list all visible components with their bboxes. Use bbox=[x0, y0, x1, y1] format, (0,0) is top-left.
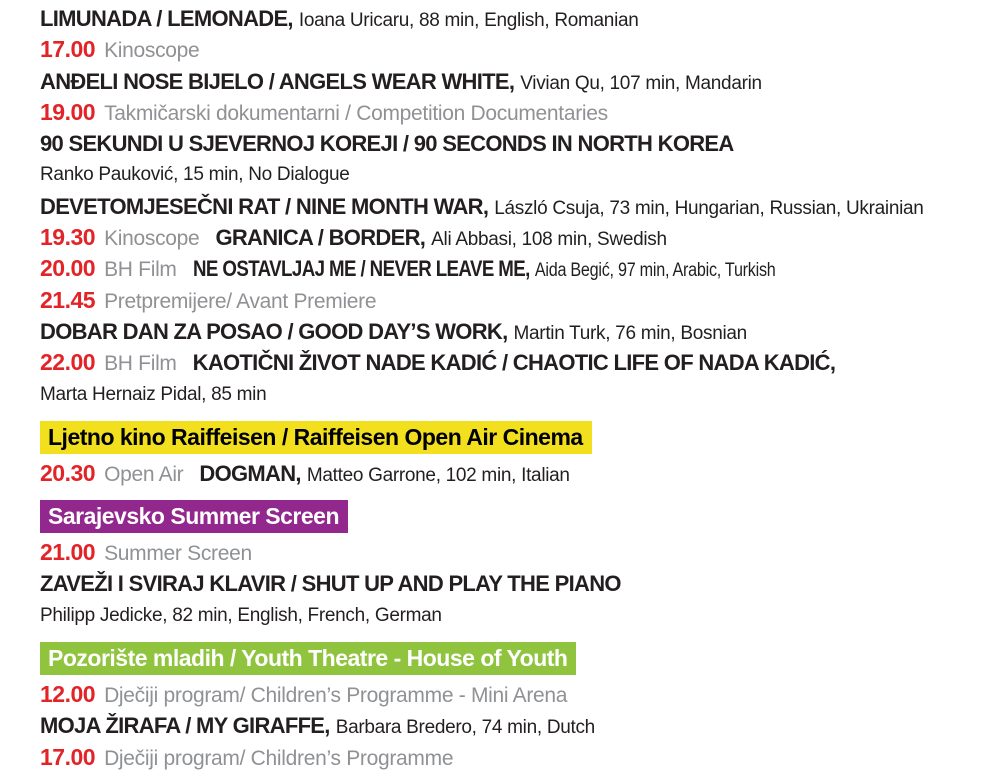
schedule-row bbox=[40, 253, 1000, 284]
venue-header-row bbox=[40, 500, 1000, 533]
film-title: DEVETOMJESEČNI RAT / NINE MONTH WAR, bbox=[40, 193, 489, 219]
schedule-row bbox=[40, 458, 1000, 489]
schedule-row bbox=[40, 742, 1000, 773]
film-title: LIMUNADA / LEMONADE, bbox=[40, 6, 293, 31]
film-entry bbox=[193, 253, 776, 287]
screening-time: 22.00 bbox=[40, 349, 96, 376]
schedule-row bbox=[40, 679, 1000, 710]
screening-time: 17.00 bbox=[40, 743, 96, 770]
screening-time: 12.00 bbox=[40, 681, 96, 708]
film-entry bbox=[215, 222, 666, 256]
programme-label: Open Air bbox=[104, 462, 184, 486]
schedule-row bbox=[40, 191, 1000, 222]
programme-label: BH Film bbox=[104, 352, 177, 376]
film-title: ANĐELI NOSE BIJELO / ANGELS WEAR WHITE, bbox=[40, 68, 515, 94]
schedule-row bbox=[40, 710, 1000, 741]
screening-time: 17.00 bbox=[40, 36, 96, 63]
venue-header: Ljetno kino Raiffeisen / Raiffeisen Open Air Cinema bbox=[40, 421, 592, 454]
film-title: KAOTIČNI ŽIVOT NADE KADIĆ / CHAOTIC LIFE OF NADA KADIĆ, bbox=[192, 350, 836, 376]
venue-header: Sarajevsko Summer Screen bbox=[40, 500, 348, 533]
schedule-row bbox=[40, 222, 1000, 253]
film-details: Philipp Jedicke, 82 min, English, French, German bbox=[40, 604, 442, 626]
schedule-row bbox=[40, 379, 1000, 410]
film-details: Ranko Pauković, 15 min, No Dialogue bbox=[40, 164, 350, 186]
screening-time: 20.00 bbox=[40, 255, 96, 282]
programme-label: BH Film bbox=[104, 258, 177, 282]
schedule-row bbox=[40, 3, 1000, 34]
schedule-row bbox=[40, 347, 1000, 378]
schedule-row bbox=[40, 537, 1000, 568]
film-details: Martin Turk, 76 min, Bosnian bbox=[513, 322, 747, 344]
schedule-row bbox=[40, 34, 1000, 65]
programme-label: Summer Screen bbox=[104, 542, 252, 566]
schedule-row bbox=[40, 97, 1000, 128]
screening-time: 21.45 bbox=[40, 286, 96, 313]
venue-header-row bbox=[40, 642, 1000, 675]
schedule-row bbox=[40, 568, 1000, 599]
schedule-row bbox=[40, 285, 1000, 316]
film-entry bbox=[193, 347, 836, 381]
film-title: NE OSTAVLJAJ ME / NEVER LEAVE ME, bbox=[192, 256, 530, 282]
film-title: MOJA ŽIRAFA / MY GIRAFFE, bbox=[40, 713, 330, 739]
programme-label: Pretpremijere/ Avant Premiere bbox=[104, 289, 377, 313]
film-details: Matteo Garrone, 102 min, Italian bbox=[306, 464, 570, 486]
venue-header: Pozorište mladih / Youth Theatre - House of Youth bbox=[40, 642, 576, 675]
programme-label: Takmičarski dokumentarni / Competition Documentaries bbox=[104, 101, 608, 125]
screening-time: 20.30 bbox=[40, 459, 96, 486]
film-title: 90 SEKUNDI U SJEVERNOJ KOREJI / 90 SECONDS IN NORTH KOREA bbox=[40, 131, 734, 157]
film-details: Vivian Qu, 107 min, Mandarin bbox=[520, 72, 762, 94]
schedule-row bbox=[40, 600, 1000, 631]
schedule-row bbox=[40, 128, 1000, 159]
schedule-row bbox=[40, 66, 1000, 97]
film-details: Ioana Uricaru, 88 min, English, Romanian bbox=[298, 10, 639, 31]
schedule-row bbox=[40, 316, 1000, 347]
screening-time: 21.00 bbox=[40, 539, 96, 566]
film-entry bbox=[199, 458, 569, 492]
film-details: Marta Hernaiz Pidal, 85 min bbox=[40, 383, 267, 405]
film-details: Aida Begić, 97 min, Arabic, Turkish bbox=[534, 260, 776, 282]
film-details: László Csuja, 73 min, Hungarian, Russian, Ukrainian bbox=[494, 197, 924, 219]
screening-time: 19.30 bbox=[40, 224, 96, 251]
film-title: DOGMAN, bbox=[199, 460, 301, 486]
schedule-row bbox=[40, 159, 1000, 190]
film-details: Barbara Bredero, 74 min, Dutch bbox=[335, 717, 595, 739]
programme-label: Kinoscope bbox=[104, 227, 200, 251]
film-title: DOBAR DAN ZA POSAO / GOOD DAY’S WORK, bbox=[40, 318, 508, 344]
schedule-list bbox=[40, 3, 1000, 773]
programme-label: Dječiji program/ Children’s Programme - Mini Arena bbox=[104, 684, 568, 708]
venue-header-row bbox=[40, 421, 1000, 454]
film-details: Ali Abbasi, 108 min, Swedish bbox=[431, 229, 667, 251]
programme-label: Kinoscope bbox=[104, 39, 200, 63]
programme-label: Dječiji program/ Children’s Programme bbox=[104, 746, 454, 770]
film-title: GRANICA / BORDER, bbox=[215, 225, 426, 251]
screening-time: 19.00 bbox=[40, 98, 96, 125]
film-title: ZAVEŽI I SVIRAJ KLAVIR / SHUT UP AND PLAY THE PIANO bbox=[40, 571, 621, 597]
